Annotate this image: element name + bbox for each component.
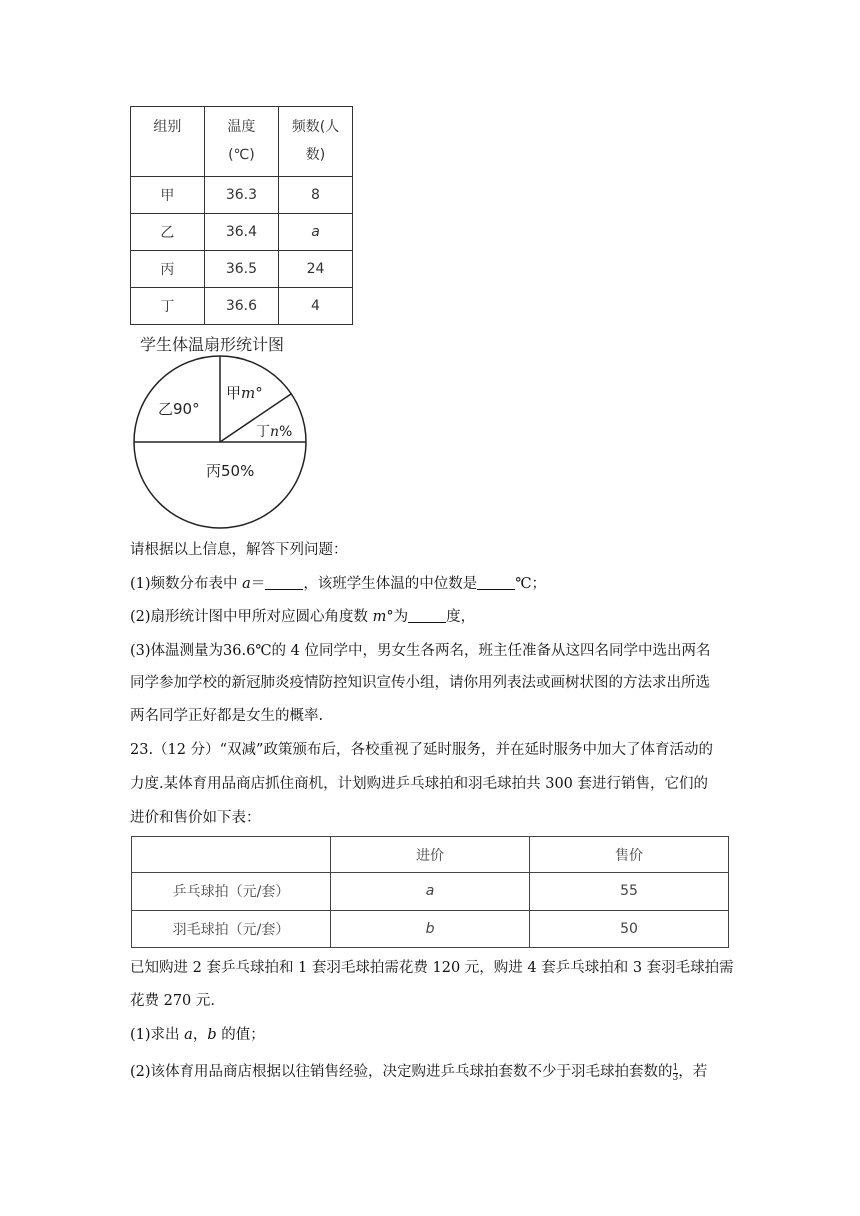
- answer-blank: [408, 608, 446, 623]
- price-table: [131, 836, 729, 948]
- problem-23-line-2: 力度.某体育用品商店抓住商机，计划购进乒乓球拍和羽毛球拍共 300 套进行销售，它们的: [130, 776, 708, 792]
- given-line-1: 已知购进 2 套乒乓球拍和 1 套羽毛球拍需花费 120 元，购进 4 套乒乓球拍和 3 套羽毛球拍需: [130, 960, 734, 976]
- slice-label-yi: 乙90°: [158, 400, 200, 418]
- table-row: 乒乓球拍（元/套） a 55: [132, 873, 729, 910]
- question-1: (1)频数分布表中 a＝ ，该班学生体温的中位数是 ℃；: [130, 576, 547, 592]
- problem-23-line-1: 23.（12 分）“双减”政策颁布后，各校重视了延时服务，并在延时服务中加大了体育活动的: [130, 742, 713, 758]
- header-group: 组别: [131, 107, 205, 177]
- slice-label-jia: 甲m°: [226, 384, 263, 402]
- header-temperature: 温度 (℃): [204, 107, 278, 177]
- pie-chart: [128, 352, 318, 532]
- question-3-line-3: 两名同学正好都是女生的概率.: [130, 708, 324, 724]
- pie-chart-title: 学生体温扇形统计图: [140, 335, 285, 354]
- table-row: 羽毛球拍（元/套） b 50: [132, 910, 729, 947]
- frequency-table: [130, 106, 353, 325]
- question-23-2: (2)该体育用品商店根据以往销售经验，决定购进乒乓球拍套数不少于羽毛球拍套数的 $\frac{1}{3}$ ，若: [130, 1063, 708, 1083]
- table-row: 乙 36.4 a: [131, 214, 353, 251]
- answer-blank: [265, 575, 303, 590]
- intro-text: 请根据以上信息，解答下列问题：: [130, 542, 348, 558]
- header-frequency: 频数(人 数): [279, 107, 353, 177]
- table-row: 丁 36.6 4: [131, 288, 353, 325]
- question-3-line-2: 同学参加学校的新冠肺炎疫情防控知识宣传小组，请你用列表法或画树状图的方法求出所选: [130, 675, 710, 691]
- question-2: (2)扇形统计图中甲所对应圆心角度数 m°为 度，: [130, 609, 476, 625]
- fraction-one-third: $\frac{1}{3}$: [672, 1063, 679, 1083]
- table-header-row: 进价 售价: [132, 837, 729, 873]
- table-row: 甲 36.3 8: [131, 177, 353, 214]
- table-row: 丙 36.5 24: [131, 251, 353, 288]
- question-3-line-1: (3)体温测量为36.6℃的 4 位同学中，男女生各两名，班主任准备从这四名同学中选出两名: [130, 643, 711, 659]
- problem-23-line-3: 进价和售价如下表：: [130, 810, 261, 826]
- slice-label-bing: 丙50%: [206, 462, 255, 480]
- question-23-1: (1)求出 a，b 的值；: [130, 1027, 265, 1043]
- given-line-2: 花费 270 元.: [130, 993, 216, 1009]
- slice-label-ding: 丁n%: [256, 424, 293, 440]
- answer-blank: [477, 575, 515, 590]
